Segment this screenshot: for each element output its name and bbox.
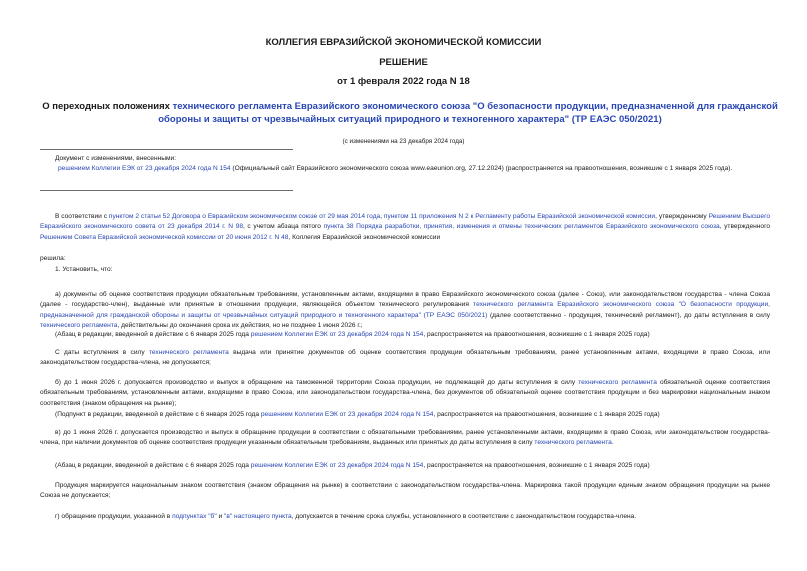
note-b-text-2: , распространяется на правоотношения, возникшие с 1 января 2025 года): [433, 411, 660, 418]
treaty-link[interactable]: пунктом 2 статьи 52 Договора о Евразийском экономическом союзе от 29 мая 2014 года: [108, 213, 381, 220]
preamble-text-1: В соответствии с: [55, 213, 109, 220]
changes-box: [55, 154, 770, 175]
marking-paragraph: Продукция маркируется национальным знаком соответствия (знаком обращения на рынке) в соответствии с законодательством государства-члена. Маркировка такой продукции единым знаком обращения продукции на рынке Союза не допускается;: [40, 482, 770, 500]
subclause-v-regulation-link[interactable]: технического регламента: [534, 439, 612, 447]
edition-note: (с изменениями на 23 декабря 2024 года): [342, 138, 465, 145]
note-b-text-1: (Подпункт в редакции, введенной в действие с 6 января 2025 года: [55, 411, 261, 418]
preamble-text-5: , утвержденного: [719, 223, 771, 231]
supreme-council-decision-link[interactable]: Решением Высшего Евразийского экономического совета от 23 декабря 2014 г. N 98: [40, 213, 771, 231]
subclause-b-text-2: обязательной оценке соответствия обязательным требованиям, установленным актами, входящими в право Союза, или законодательством государства-члена, без документов об обязательной оценке соответствия продукции и без маркировки национальным знаком соответствия (знаком обращения на рынке);: [40, 379, 771, 407]
preamble-paragraph: [40, 212, 770, 243]
subclause-a-text-3: , действительны до окончания срока их действия, но не позднее 1 июня 2026 г.;: [117, 322, 363, 330]
issuing-body: КОЛЛЕГИЯ ЕВРАЗИЙСКОЙ ЭКОНОМИЧЕСКОЙ КОМИССИИ: [265, 37, 542, 48]
preamble-text-4: , с учетом абзаца пятого: [243, 223, 324, 231]
changes-top-rule: [40, 149, 293, 150]
regulations-annex-link[interactable]: пунктом 11 приложения N 2 к Регламенту работы Евразийской экономической комиссии: [383, 213, 656, 220]
changes-tail: (Официальный сайт Евразийского экономического союза www.eaeunion.org, 27.12.2024) (распространяется на правоотношения, возникшие с 1 января 2025 года).: [230, 165, 733, 173]
changes-bottom-rule: [40, 190, 293, 191]
subclause-b-ref-link[interactable]: подпунктах "б": [172, 513, 217, 520]
subclause-b: [40, 378, 770, 409]
council-decision-link[interactable]: Решением Совета Евразийской экономической комиссии от 20 июня 2012 г. N 48: [40, 233, 289, 241]
note-a-text-1: (Абзац в редакции, введенной в действие с 6 января 2025 года: [55, 331, 251, 338]
preamble-text-2: ,: [380, 213, 384, 220]
subclause-g-text-2: и: [216, 513, 225, 520]
note-a-amendment-link[interactable]: решением Коллегии ЕЭК от 23 декабря 2024 года N 154: [250, 331, 424, 338]
para-after-a-regulation-link[interactable]: технического регламента: [148, 349, 229, 356]
preamble-text-6: , Коллегия Евразийской экономической комиссии: [288, 233, 441, 241]
tech-regulation-link[interactable]: технического регламента Евразийского экономического союза "О безопасности продукции, предназначенной для гражданской обороны и защиты от чрезвычайных ситуаций природного и техногенного характера" (ТР ЕАЭС 050/2021): [40, 301, 770, 319]
changes-source: [55, 164, 770, 174]
note-b-amendment-link[interactable]: решением Коллегии ЕЭК от 23 декабря 2024 года N 154: [260, 411, 434, 418]
amendment-note-v: [40, 461, 770, 471]
subclause-b-regulation-link[interactable]: технического регламента: [578, 379, 657, 386]
amendment-note-b: [40, 410, 770, 420]
tech-regulation-title-link[interactable]: технического регламента Евразийского экономического союза "О безопасности продукции, предназначенной для гражданской обороны и защиты от чрезвычайных ситуаций природного и техногенного характера" (ТР ЕАЭС 050/2021): [158, 101, 778, 125]
subclause-g: [40, 512, 770, 522]
document-date-number: от 1 февраля 2022 года N 18: [337, 76, 470, 87]
subclause-v-ref-link[interactable]: "в" настоящего пункта: [224, 513, 292, 520]
subclause-v: [40, 428, 770, 449]
subclause-b-text-1: б) до 1 июня 2026 г. допускается производство и выпуск в обращение на таможенной территории Союза продукции, не подлежащей до даты вступления в силу: [55, 379, 579, 386]
note-a-text-2: , распространяется на правоотношения, возникшие с 1 января 2025 года): [423, 331, 650, 338]
subclause-g-text-1: г) обращение продукции, указанной в: [55, 513, 173, 520]
subclause-a: [40, 290, 770, 332]
para-after-a-text-1: С даты вступления в силу: [55, 349, 149, 356]
amendment-note-a: [40, 330, 770, 340]
document-type: РЕШЕНИЕ: [379, 57, 428, 68]
changes-intro: Документ с изменениями, внесенными:: [55, 155, 177, 162]
document-title: [40, 101, 780, 126]
note-v-text-1: (Абзац в редакции, введенной в действие с 6 января 2025 года: [55, 462, 251, 469]
title-text: О переходных положениях: [42, 101, 173, 112]
amendment-link[interactable]: решением Коллегии ЕЭК от 23 декабря 2024 года N 154: [58, 165, 231, 173]
subclause-g-text-3: , допускается в течение срока службы, установленного в соответствии с законодательством государства-члена.: [291, 513, 637, 520]
procedure-link[interactable]: пункта 38 Порядка разработки, принятия, изменения и отмены технических регламентов Евразийского экономического союза: [323, 223, 720, 231]
note-v-text-2: , распространяется на правоотношения, возникшие с 1 января 2025 года): [423, 462, 650, 469]
note-v-amendment-link[interactable]: решением Коллегии ЕЭК от 23 декабря 2024 года N 154: [250, 462, 424, 469]
subclause-a-text-1: а) документы об оценке соответствия продукции обязательным требованиям, установленным актами, входящими в право Евразийского экономического союза (далее - Союз), или законодательством государства - члена Союза (далее - государство-член), выданные или принятые в отношении продукции, являющейся объектом технического регулирования: [40, 291, 770, 309]
paragraph-after-a: [40, 348, 770, 369]
clause-1-intro: 1. Установить, что:: [55, 266, 113, 273]
subclause-v-text-2: .: [611, 439, 614, 447]
decided-label: решила:: [40, 255, 66, 262]
preamble-text-3: , утвержденному: [655, 213, 709, 220]
subclause-v-text-1: в) до 1 июня 2026 г. допускается производство и выпуск в обращение продукции в соответствии с обязательными требованиями, ранее установленными актами, входящими в право Союза, или законодательством государства-члена, при наличии документов об оценке соответствия продукции указанным обязательным требованиям, выданных или принятых до даты вступления в силу: [40, 429, 770, 447]
tech-regulation-short-link[interactable]: технического регламента: [40, 322, 118, 330]
para-after-a-text-2: выдача или принятие документов об оценке соответствия продукции обязательным требованиям, ранее установленным актами, входящими в право Союза, или законодательством государства-члена, не допускается;: [40, 349, 770, 367]
subclause-a-text-2: (далее соответственно - продукция, технический регламент), до даты вступления в силу: [487, 311, 771, 319]
